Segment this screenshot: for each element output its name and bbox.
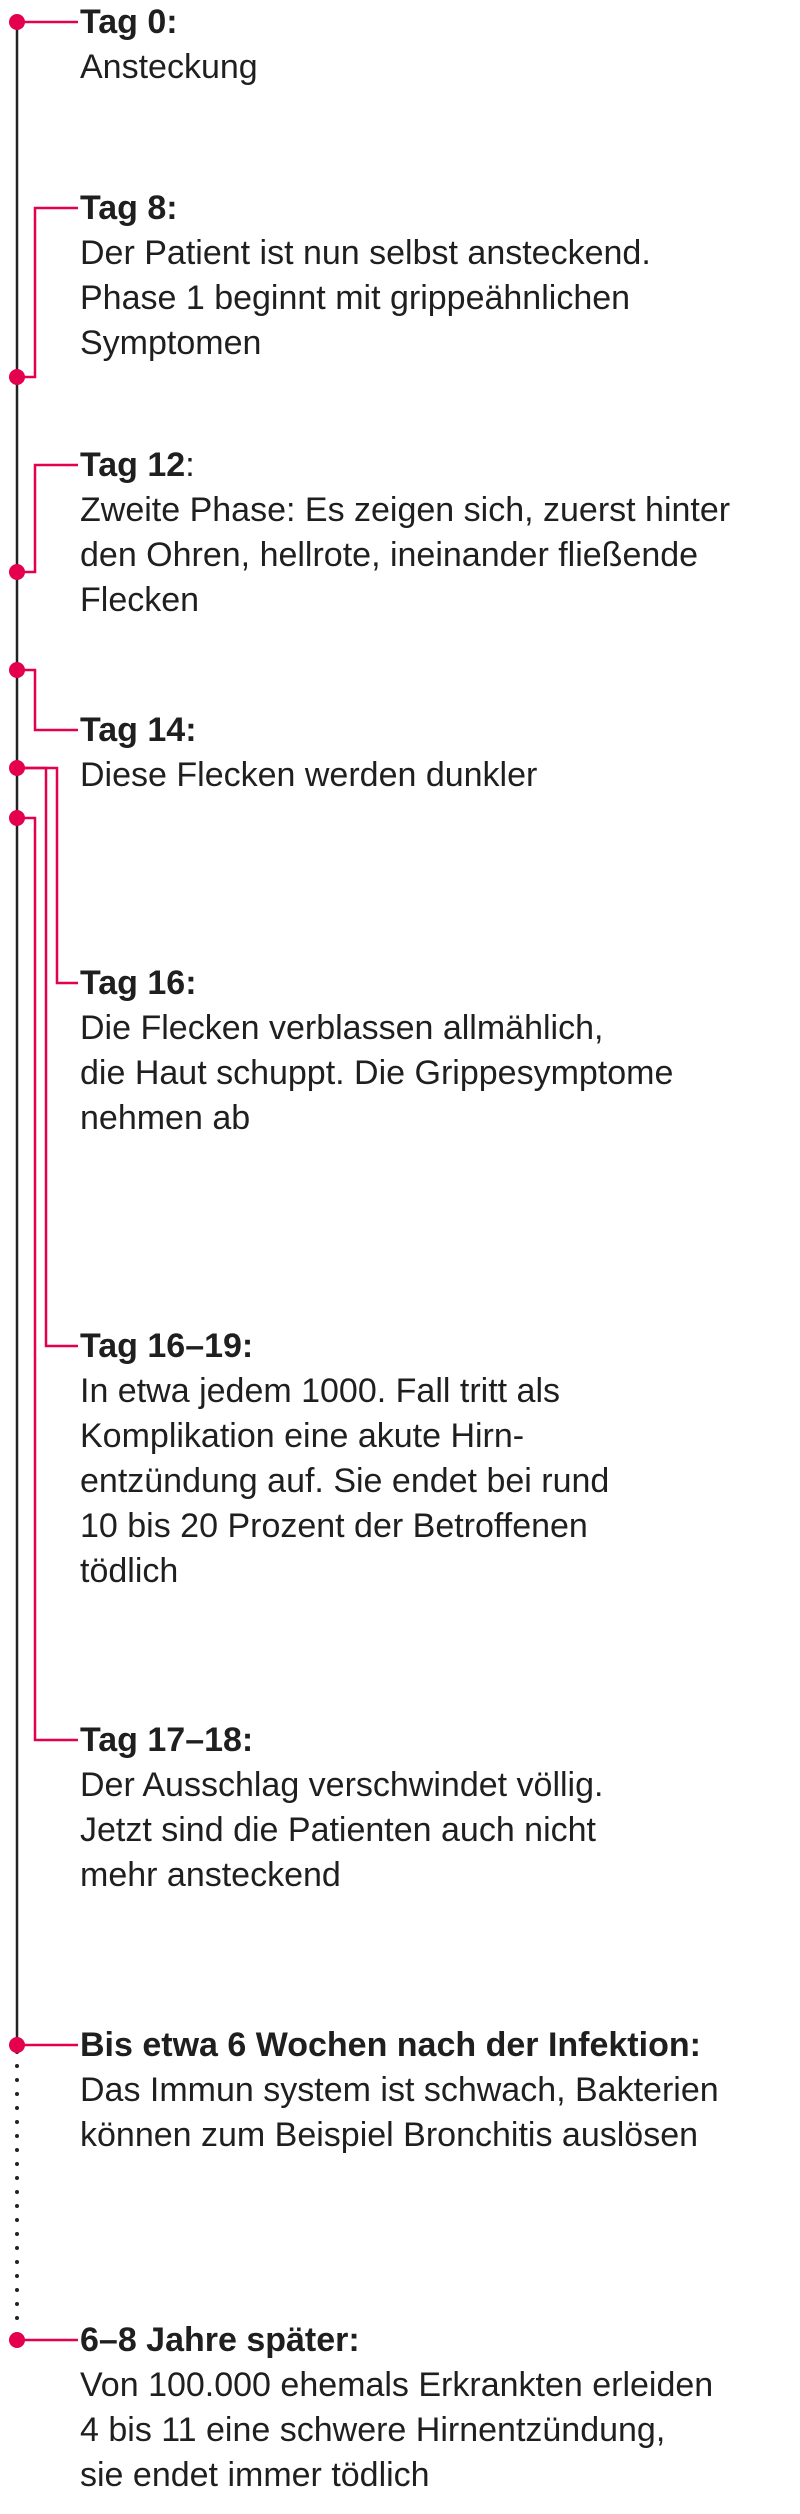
timeline-entry-tag-16-19: [80, 1324, 790, 1594]
entry-title: Tag 12:: [80, 446, 195, 484]
dot-tag-12: [9, 564, 25, 580]
entry-text: Zweite Phase: Es zeigen sich, zuerst hinter den Ohren, hellrote, ineinander fließende Flecken: [80, 491, 731, 619]
entry-title: Tag 14:: [80, 711, 197, 749]
entry-text: Das Immun system ist schwach, Bakterien können zum Beispiel Bronchitis auslösen: [80, 2071, 719, 2154]
entry-text: Der Ausschlag verschwindet völlig. Jetzt sind die Patienten auch nicht mehr ansteckend: [80, 1766, 604, 1894]
entry-text: Von 100.000 ehemals Erkrankten erleiden 4 bis 11 eine schwere Hirnentzündung, sie endet immer tödlich: [80, 2366, 714, 2494]
entry-title: Bis etwa 6 Wochen nach der Infektion:: [80, 2026, 701, 2064]
dot-tag-14: [9, 662, 25, 678]
timeline-entry-tag-14: [80, 708, 790, 798]
dot-tag-8: [9, 369, 25, 385]
timeline-entry-tag-16: [80, 961, 790, 1141]
connector-tag-14: [17, 670, 78, 730]
entry-text: Ansteckung: [80, 48, 258, 86]
connector-tag-16-19: [17, 768, 78, 1346]
entry-title: Tag 17–18:: [80, 1721, 254, 1759]
entry-text: In etwa jedem 1000. Fall tritt als Komplikation eine akute Hirn- entzündung auf. Sie endet bei rund 10 bis 20 Prozent der Betroffenen tödlich: [80, 1372, 610, 1590]
entry-title: 6–8 Jahre später:: [80, 2321, 360, 2359]
timeline-entry-tag-17-18: [80, 1718, 790, 1898]
connector-tag-17-18: [17, 818, 78, 1740]
entry-text: Der Patient ist nun selbst ansteckend. Phase 1 beginnt mit grippeähnlichen Symptomen: [80, 234, 651, 362]
dot-tag-0: [9, 14, 25, 30]
timeline-entry-6-wochen: [80, 2023, 790, 2158]
dot-6-8-jahre: [9, 2332, 25, 2348]
entry-title: Tag 16:: [80, 964, 197, 1002]
dot-6-wochen: [9, 2037, 25, 2053]
connector-tag-8: [17, 208, 78, 377]
entry-title: Tag 16–19:: [80, 1327, 254, 1365]
entry-title: Tag 8:: [80, 189, 178, 227]
connector-tag-12: [17, 465, 78, 572]
entry-text: Die Flecken verblassen allmählich, die Haut schuppt. Die Grippesymptome nehmen ab: [80, 1009, 674, 1137]
dot-tag-17-18: [9, 810, 25, 826]
timeline-entry-tag-8: [80, 186, 790, 366]
timeline-entry-6-8-jahre: [80, 2318, 790, 2498]
dot-tag-16: [9, 760, 25, 776]
timeline-entry-tag-0: [80, 0, 790, 90]
entry-title: Tag 0:: [80, 3, 178, 41]
entry-text: Diese Flecken werden dunkler: [80, 756, 538, 794]
timeline-entry-tag-12: [80, 443, 790, 623]
connector-tag-16: [17, 768, 78, 983]
